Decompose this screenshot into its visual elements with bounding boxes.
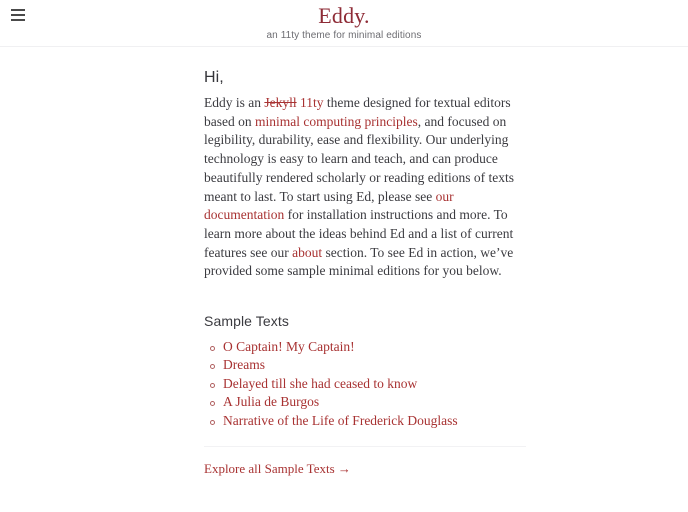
sample-text-link[interactable]: Dreams	[223, 357, 265, 373]
list-item[interactable]	[204, 338, 526, 356]
sample-text-link[interactable]: Narrative of the Life of Frederick Douglass	[223, 412, 458, 428]
list-item[interactable]	[204, 393, 526, 411]
hamburger-menu-icon[interactable]	[11, 9, 25, 21]
explore-all-sample-texts-link[interactable]: Explore all Sample Texts →	[204, 461, 351, 477]
site-header	[0, 0, 688, 47]
site-title[interactable]: Eddy.	[318, 3, 370, 28]
link-minimal-computing-principles[interactable]: minimal computing principles	[255, 113, 418, 129]
intro-text-part2: theme designed for textual editors based on	[204, 95, 511, 129]
content-divider	[204, 446, 526, 447]
main-content	[204, 47, 526, 478]
intro-text-part1: Eddy is an	[204, 95, 265, 110]
hamburger-bar-middle	[11, 14, 25, 16]
intro-text-part3: , and focused on legibility, durability, ease and flexibility. Our underlying technology is easy to learn and teach, and can produce beautifully rendered scholarly or reading editions of texts meant to last. To start using Ed, please see	[204, 113, 515, 204]
explore-link-container	[204, 460, 526, 478]
list-item[interactable]	[204, 375, 526, 393]
jekyll-strikethrough: Jekyll	[264, 95, 297, 110]
greeting-heading: Hi,	[204, 69, 224, 86]
link-our-documentation[interactable]: our documentation	[204, 188, 454, 223]
link-11ty[interactable]: 11ty	[300, 95, 324, 110]
site-brand	[0, 0, 688, 42]
sample-texts-heading: Sample Texts	[204, 313, 289, 330]
list-item[interactable]	[204, 412, 526, 430]
intro-text-part4: for installation instructions and more. To learn more about the ideas behind Ed and a list of current features see our	[204, 207, 514, 260]
sample-texts-list	[204, 338, 526, 430]
intro-paragraph	[204, 94, 526, 281]
sample-text-link[interactable]: Delayed till she had ceased to know	[223, 375, 418, 391]
link-about[interactable]: about	[292, 244, 323, 260]
site-tagline: an 11ty theme for minimal editions	[266, 30, 422, 41]
hamburger-bar-top	[11, 9, 25, 11]
sample-text-link[interactable]: A Julia de Burgos	[223, 394, 320, 410]
intro-text-part5: section. To see Ed in action, we’ve provided some sample minimal editions for you below.	[204, 244, 514, 279]
sample-text-link[interactable]: O Captain! My Captain!	[223, 339, 355, 355]
hamburger-bar-bottom	[11, 19, 25, 21]
list-item[interactable]	[204, 356, 526, 374]
